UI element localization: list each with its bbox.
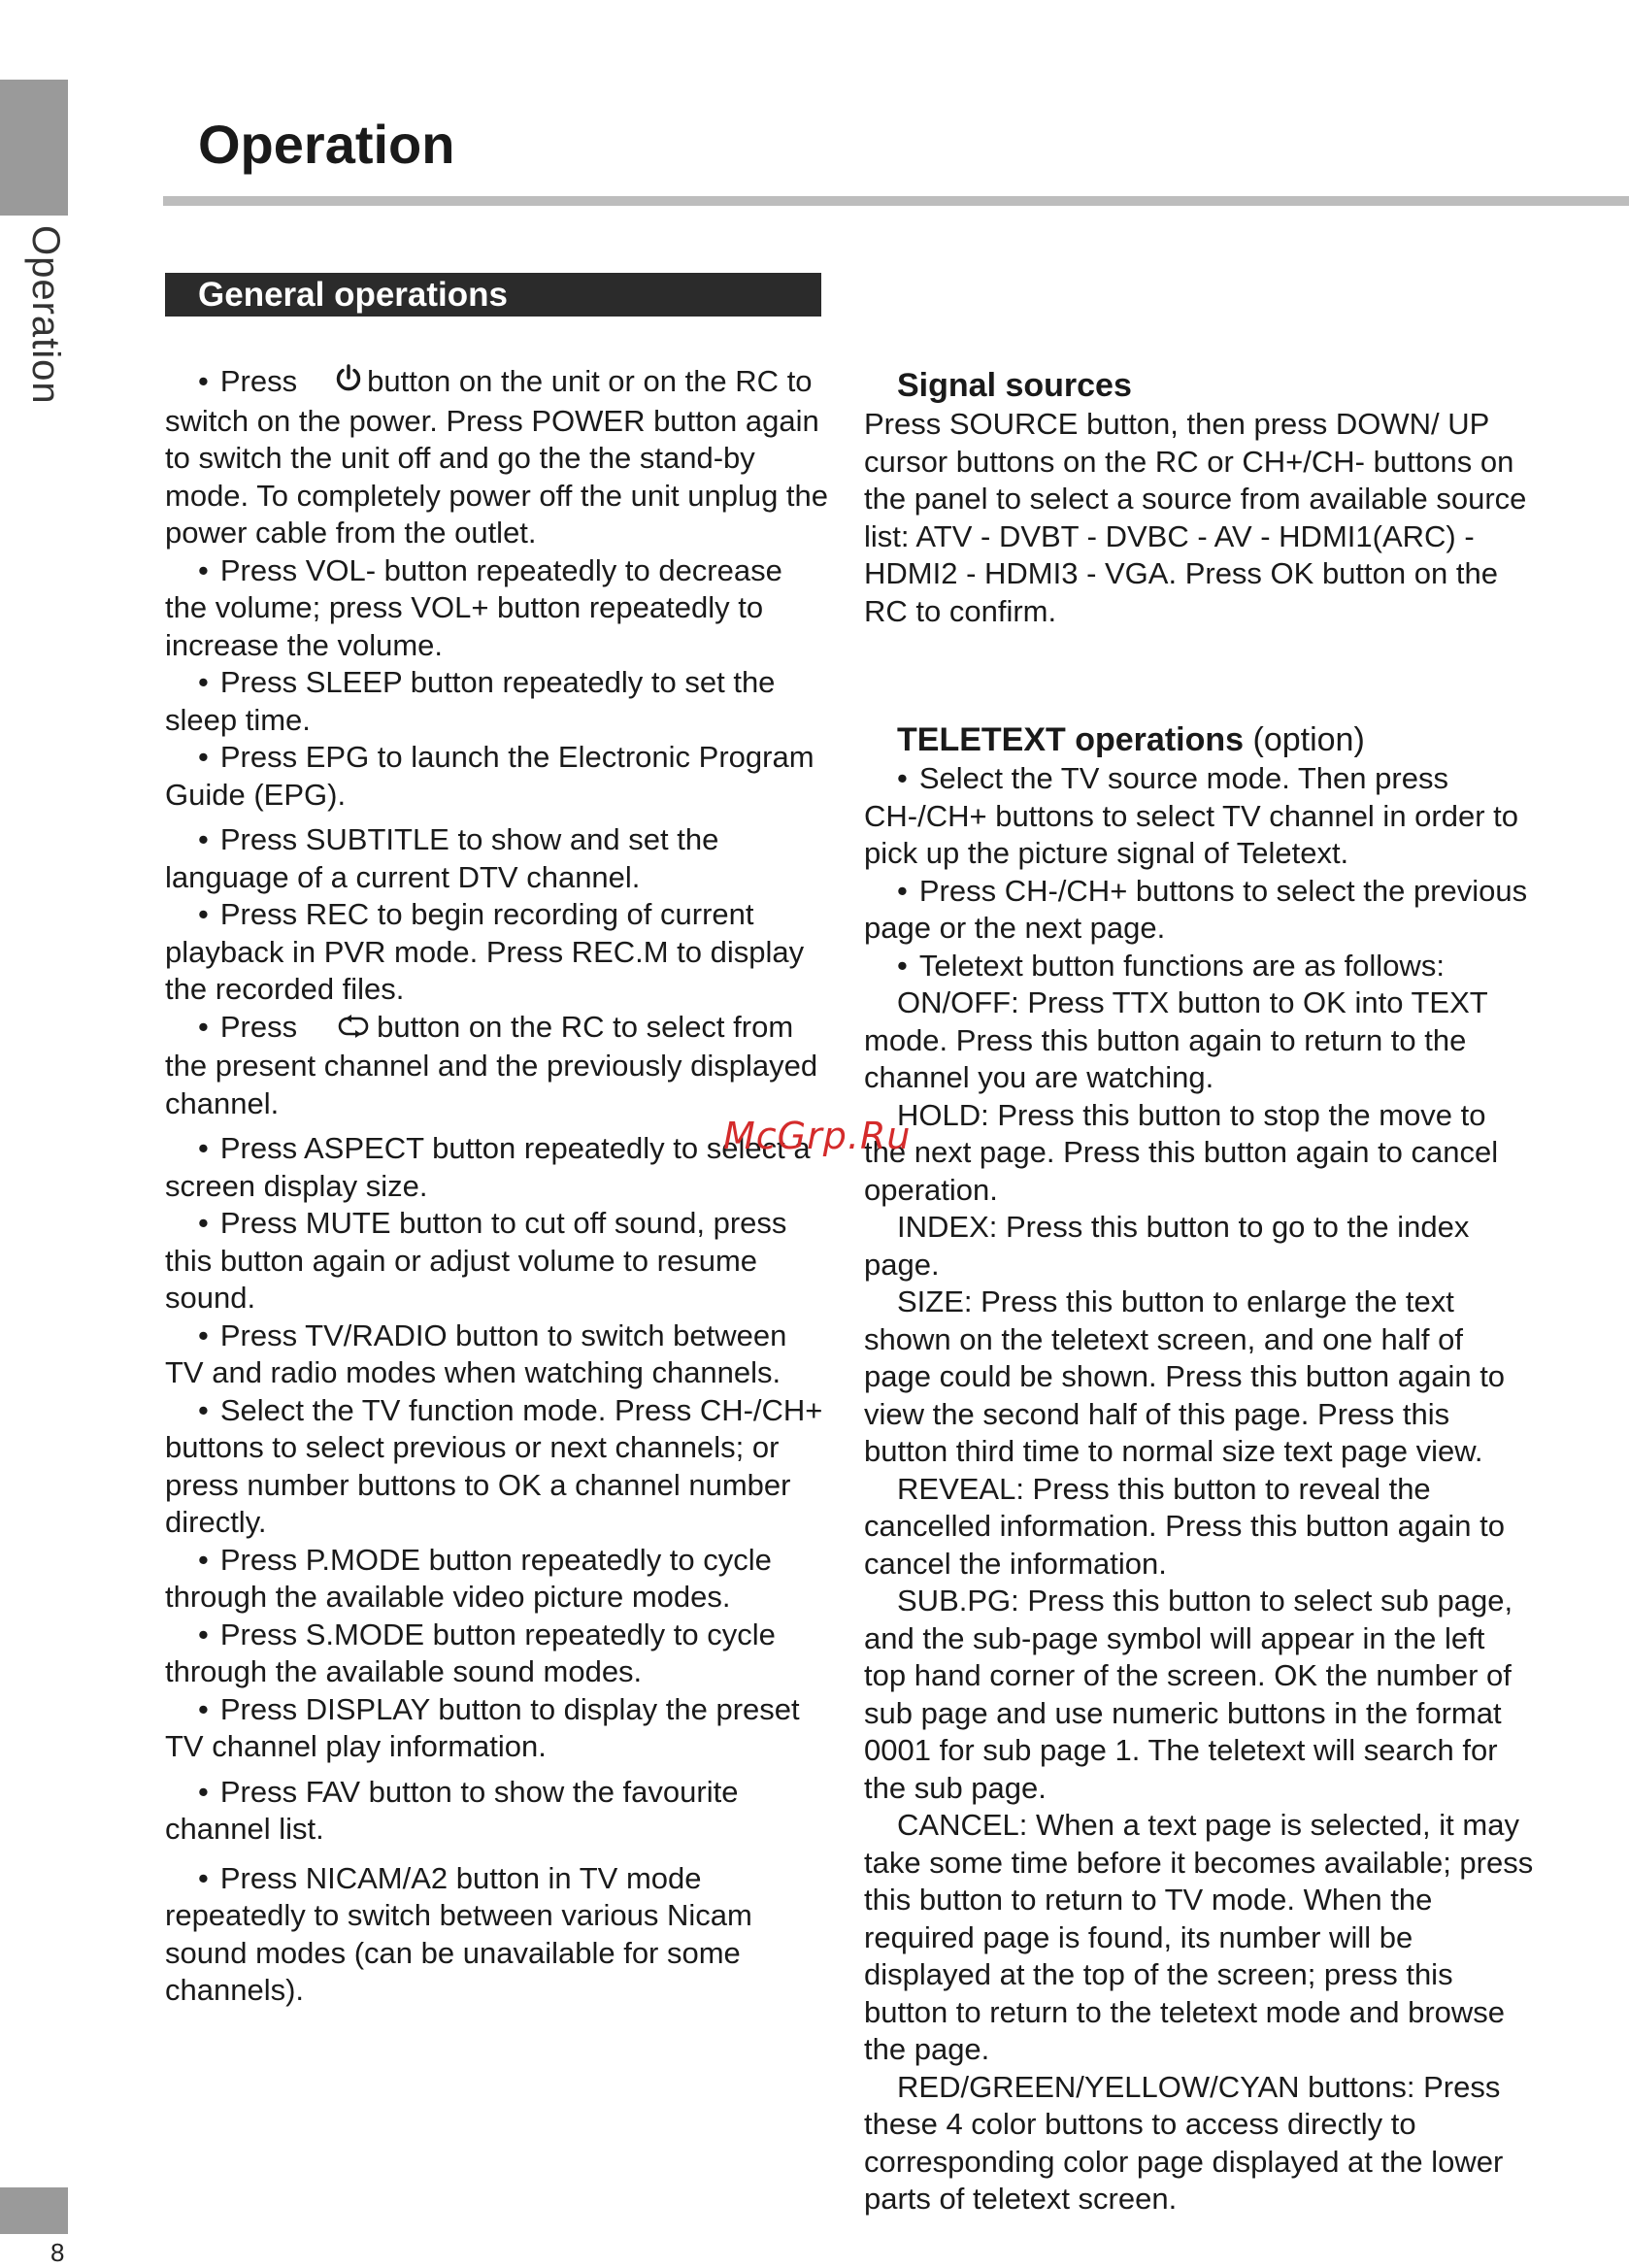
page-number-tab: [0, 2187, 68, 2234]
list-item: • Press FAV button to show the favourite channel list.: [165, 1774, 739, 1846]
list-item: • Press MUTE button to cut off sound, press this button again or adjust volume to resume sound.: [165, 1206, 787, 1315]
signal-sources-heading: Signal sources: [897, 367, 1132, 404]
list-item: • Press DISPLAY button to display the preset TV channel play information.: [165, 1691, 800, 1763]
teletext-function: ON/OFF: Press TTX button to OK into TEXT mode. Press this button again to return to the channel you are watching.: [864, 985, 1488, 1094]
list-item: • Press TV/RADIO button to switch between TV and radio modes when watching channels.: [165, 1317, 787, 1389]
bullet-dot: •: [198, 364, 209, 398]
list-item-power: • Press button on the unit or on the RC to switch on the power. Press POWER button again to switch the unit off and go the the stand-by mode. To completely power off the unit unplug the power cable from the outlet.: [165, 364, 829, 550]
teletext-function: SIZE: Press this button to enlarge the text shown on the teletext screen, and one half of page could be shown. Press this button again to view the second half of this page. Press this button third time to normal size text page view.: [864, 1284, 1506, 1468]
power-icon: [301, 364, 363, 403]
list-item: • Select the TV function mode. Press CH-/CH+ buttons to select previous or next channels; or press number buttons to OK a channel number directly.: [165, 1392, 823, 1539]
list-item: • Press CH-/CH+ buttons to select the previous page or the next page.: [864, 873, 1528, 945]
list-item: • Press EPG to launch the Electronic Program Guide (EPG).: [165, 740, 814, 812]
teletext-function: SUB.PG: Press this button to select sub page, and the sub-page symbol will appear in the left top hand corner of the screen. OK the number of sub page and use numeric buttons in the format 0001 for sub page 1. The teletext will search for the sub page.: [864, 1584, 1513, 1805]
list-item: • Press SLEEP button repeatedly to set the sleep time.: [165, 665, 776, 737]
list-item: • Press SUBTITLE to show and set the language of a current DTV channel.: [165, 822, 719, 894]
side-section-label: Operation: [24, 225, 67, 405]
teletext-function: INDEX: Press this button to go to the index page.: [864, 1210, 1470, 1282]
list-item: • Press P.MODE button repeatedly to cycle through the available video picture modes.: [165, 1542, 772, 1614]
watermark: McGrp.Ru: [723, 1115, 912, 1157]
side-tab-marker: [0, 80, 68, 216]
page-number: 8: [50, 2238, 65, 2267]
teletext-function: REVEAL: Press this button to reveal the cancelled information. Press this button again to cancel the information.: [864, 1471, 1505, 1581]
list-item: • Select the TV source mode. Then press CH-/CH+ buttons to select TV channel in order to pick up the picture signal of Teletext.: [864, 761, 1519, 870]
signal-sources-text: Press SOURCE button, then press DOWN/ UP cursor buttons on the RC or CH+/CH- buttons on the panel to select a source from available source list: ATV - DVBT - DVBC - AV - HDMI1(ARC) - HDMI2 - HDMI3 - VGA. Press OK button on the RC to confirm.: [864, 407, 1527, 628]
teletext-function: RED/GREEN/YELLOW/CYAN buttons: Press these 4 color buttons to access directly to corresponding color page displayed at the lower parts of teletext screen.: [864, 2069, 1504, 2216]
right-column: [864, 365, 1534, 2218]
list-item: • Press NICAM/A2 button in TV mode repeatedly to switch between various Nicam sound modes (can be unavailable for some channels).: [165, 1860, 752, 2007]
section-header-general-operations: General operations: [165, 273, 821, 317]
list-item: • Press VOL- button repeatedly to decrease the volume; press VOL+ button repeatedly to increase the volume.: [165, 552, 782, 662]
list-item: • Press S.MODE button repeatedly to cycle through the available sound modes.: [165, 1617, 776, 1688]
general-operations-column: [165, 363, 831, 2010]
title-divider: [163, 196, 1629, 206]
teletext-heading: TELETEXT operations (option): [897, 721, 1365, 758]
list-item: • Press REC to begin recording of current playback in PVR mode. Press REC.M to display the recorded files.: [165, 897, 805, 1006]
recall-icon: [301, 1011, 373, 1049]
teletext-function: HOLD: Press this button to stop the move to the next page. Press this button again to cancel operation.: [864, 1097, 1499, 1207]
list-item-recall: • Press button on the RC to select from the present channel and the previously displayed channel.: [165, 1009, 818, 1120]
list-item: • Press ASPECT button repeatedly to select a screen display size.: [165, 1131, 811, 1203]
teletext-function: CANCEL: When a text page is selected, it may take some time before it becomes available; press this button to return to TV mode. When the required page is found, its number will be displayed at the top of the screen; press this button to return to the teletext mode and browse the page.: [864, 1808, 1534, 2066]
list-item: • Teletext button functions are as follows:: [897, 948, 1445, 983]
page-title: Operation: [198, 114, 455, 175]
